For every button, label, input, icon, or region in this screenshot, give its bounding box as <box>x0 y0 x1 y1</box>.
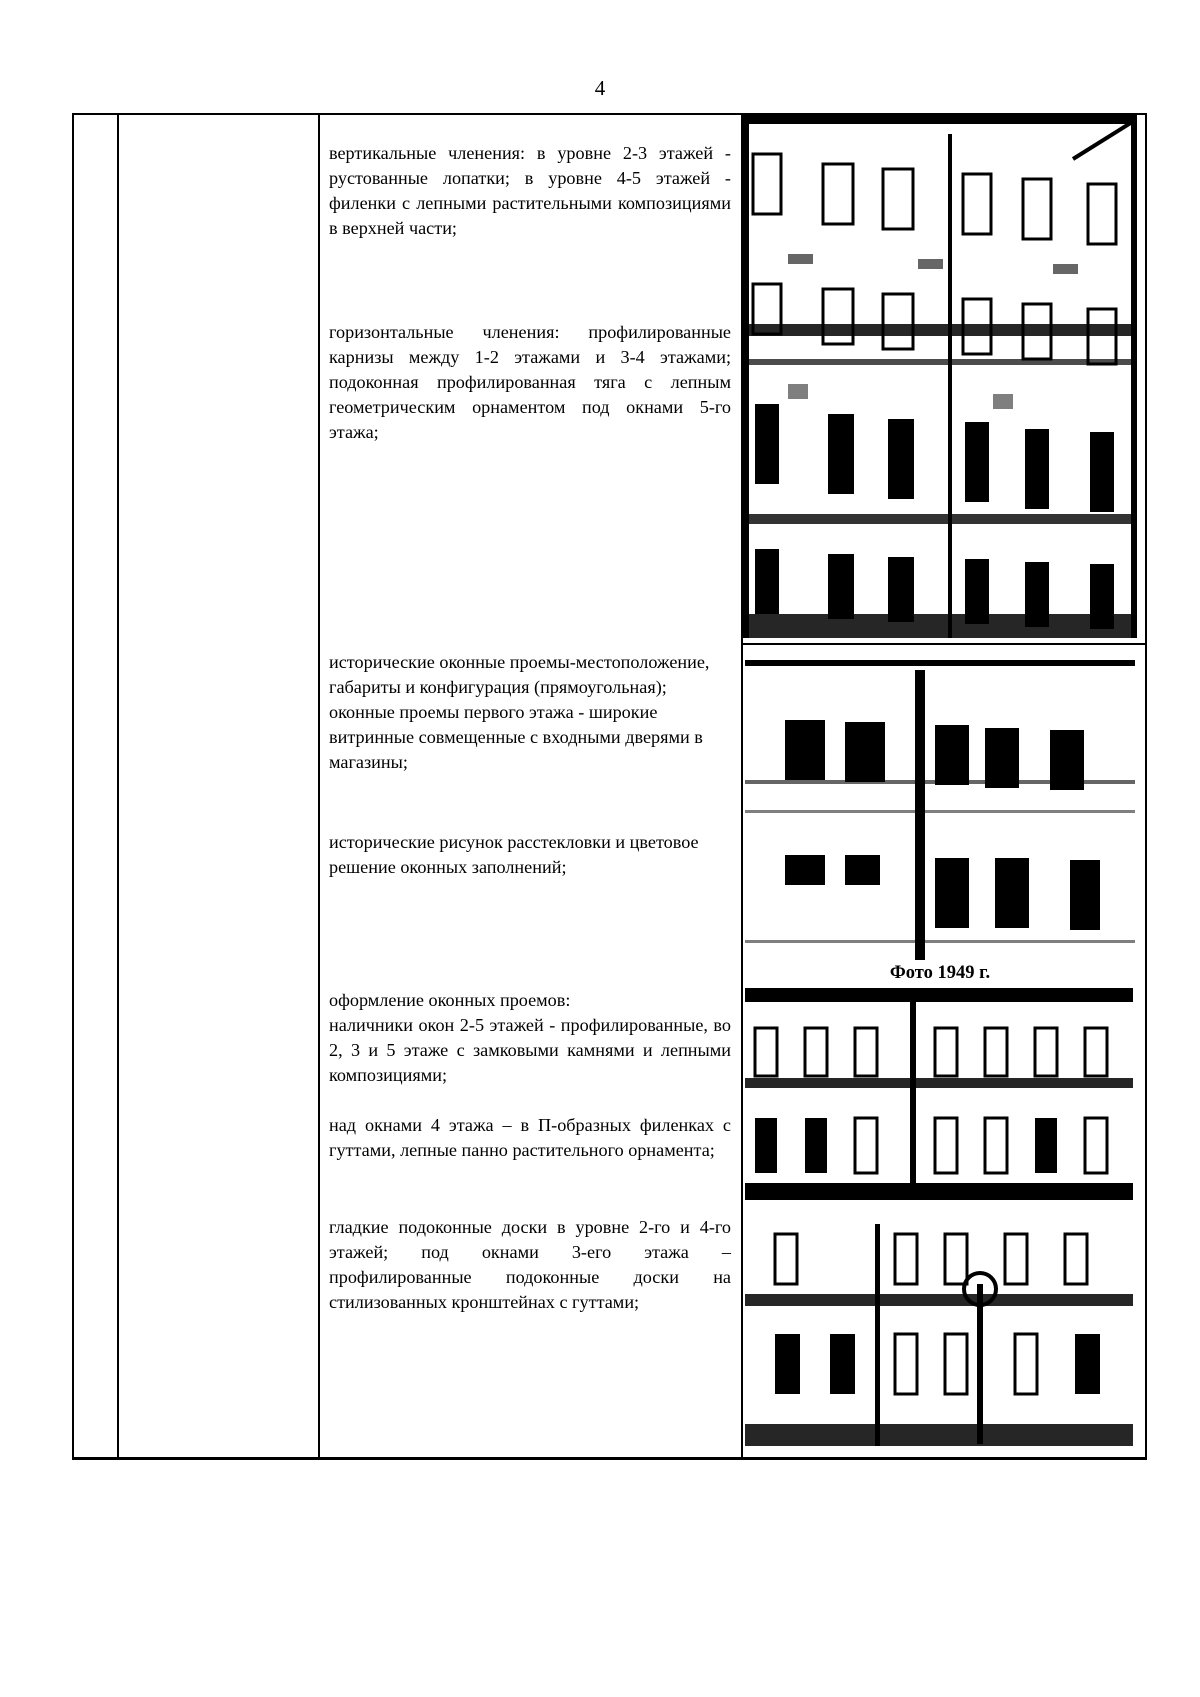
window-openings-text: исторические оконные проемы-местоположение, габариты и конфигурация (прямоугольная); оконные проемы первого этажа - широкие витринные совмещенные с входными дверями в магазины; <box>329 652 710 772</box>
window-glazing-text: исторические рисунок расстекловки и цветовое решение оконных заполнений; <box>329 832 699 877</box>
vertical-divisions-text: вертикальные членения: в уровне 2-3 этажей - рустованные лопатки; в уровне 4-5 этажей - филенки с лепными растительными композициями в верхней части; <box>329 143 731 238</box>
facade-photo-icon <box>743 114 1137 638</box>
column-divider <box>117 115 119 1457</box>
page-number: 4 <box>594 76 606 100</box>
facade-photo-icon <box>745 660 1135 960</box>
column-divider <box>318 115 320 1457</box>
window-panels-text: над окнами 4 этажа – в П-образных филенках с гуттами, лепные панно растительного орнамента; <box>329 1115 731 1160</box>
facade-photo-icon <box>745 1224 1133 1446</box>
window-frames-text: наличники окон 2-5 этажей - профилированные, во 2, 3 и 5 этаже с замковыми камнями и лепными композициями; <box>329 1015 731 1085</box>
window-sills-text: гладкие подоконные доски в уровне 2-го и 4-го этажей; под окнами 3-его этажа – профилированные подоконные доски на стилизованных кронштейнах с гуттами; <box>329 1217 731 1312</box>
window-decor-intro: оформление оконных проемов: <box>329 990 571 1010</box>
photo-caption: Фото 1949 г. <box>889 963 991 983</box>
row-divider <box>741 643 1147 645</box>
horizontal-divisions-text: горизонтальные членения: профилированные карнизы между 1-2 этажами и 3-4 этажами; подоконная профилированная тяга с лепным геометрическим орнаментом под окнами 5-го этажа; <box>329 322 731 442</box>
facade-photo-icon <box>745 988 1133 1200</box>
